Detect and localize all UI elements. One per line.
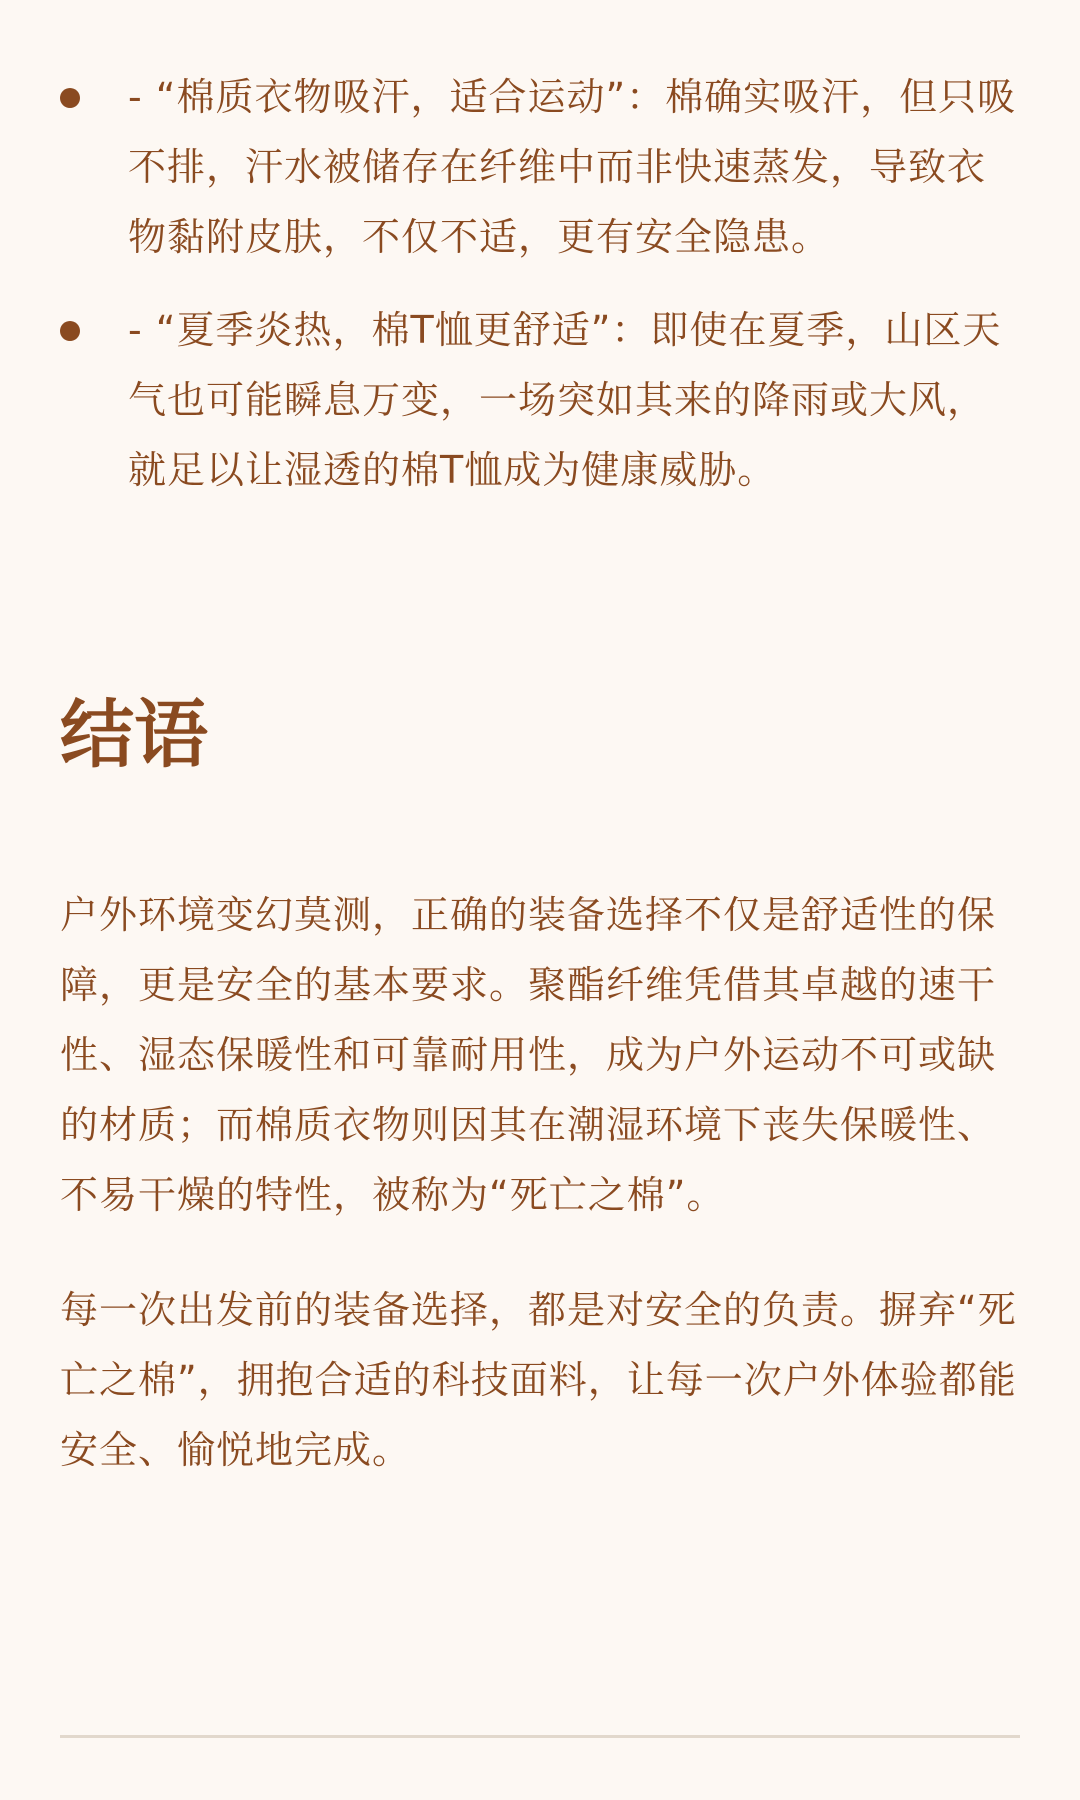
list-item-text: - “棉质衣物吸汗，适合运动”：棉确实吸汗，但只吸不排，汗水被储存在纤维中而非快速蒸发，导致衣物黏附皮肤，不仅不适，更有安全隐患。 [128, 75, 1017, 259]
bullet-dot-icon [60, 88, 80, 108]
list-item [60, 295, 1020, 505]
list-item-text: - “夏季炎热，棉T恤更舒适”：即使在夏季，山区天气也可能瞬息万变，一场突如其来的降雨或大风，就足以让湿透的棉T恤成为健康威胁。 [128, 308, 1002, 492]
conclusion-paragraph: 户外环境变幻莫测，正确的装备选择不仅是舒适性的保障，更是安全的基本要求。聚酯纤维凭借其卓越的速干性、湿态保暖性和可靠耐用性，成为户外运动不可或缺的材质；而棉质衣物则因其在潮湿环境下丧失保暖性、不易干燥的特性，被称为“死亡之棉”。 [60, 893, 997, 1217]
divider [60, 1735, 1020, 1738]
misconception-list [60, 62, 1020, 528]
section-heading: 结语 [60, 692, 208, 778]
bullet-dot-icon [60, 321, 80, 341]
list-item [60, 62, 1020, 272]
closing-paragraph: 每一次出发前的装备选择，都是对安全的负责。摒弃“死亡之棉”，拥抱合适的科技面料，让每一次户外体验都能安全、愉悦地完成。 [60, 1288, 1017, 1472]
